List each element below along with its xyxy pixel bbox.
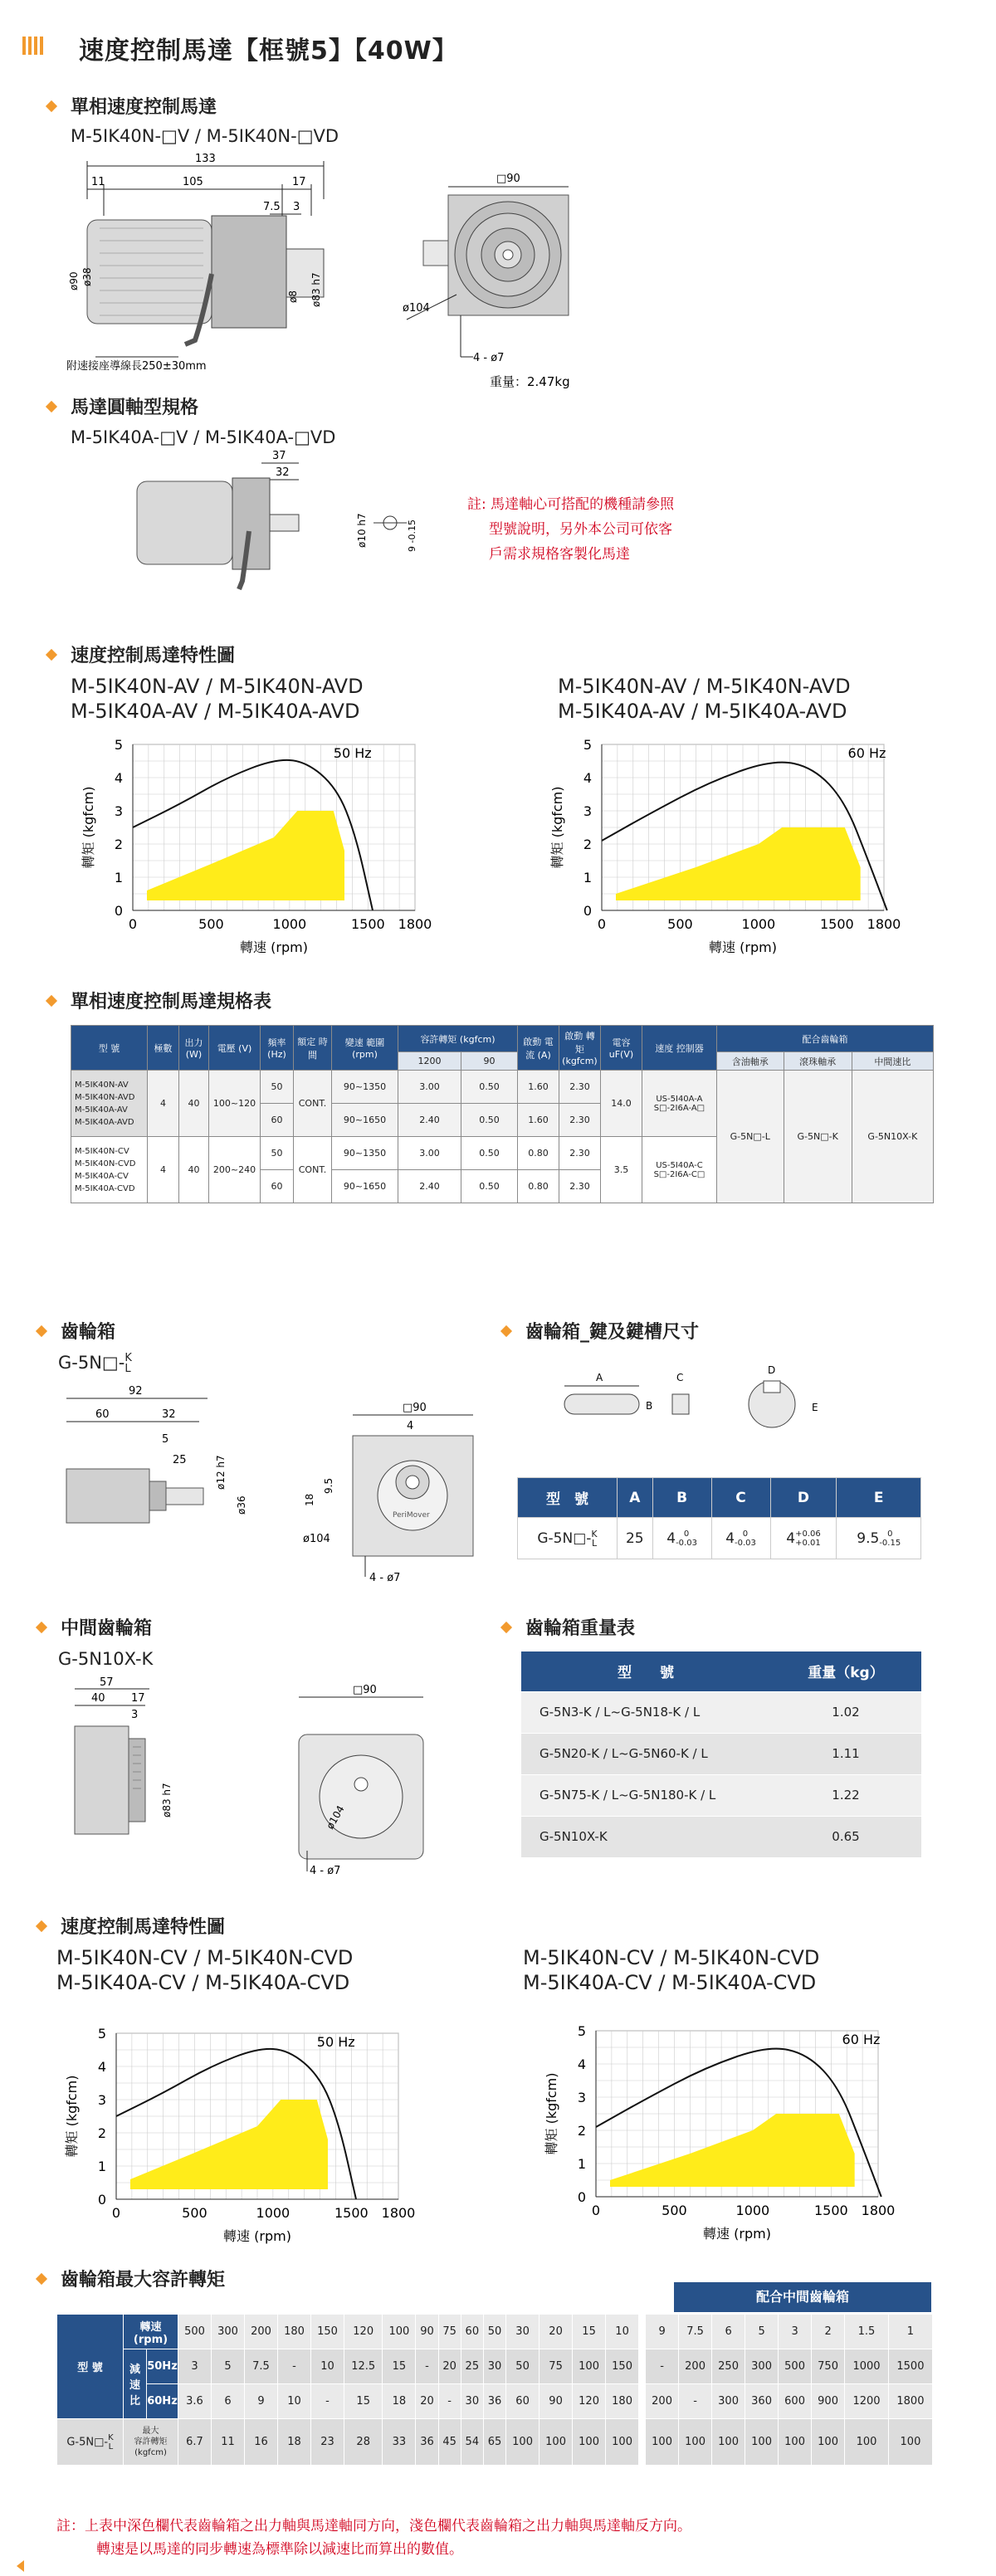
- torque-60hz-cell: 30: [461, 2384, 483, 2419]
- torque-mid-rpm-cell: 3: [779, 2315, 812, 2349]
- section-title-round-shaft: 馬達圓軸型規格: [47, 393, 198, 419]
- torque-rpm-cell: 90: [416, 2315, 438, 2349]
- torque-max-cell: 11: [212, 2419, 245, 2466]
- torque-mid-rpm-cell: 7.5: [679, 2315, 712, 2349]
- dim-133: 133: [195, 153, 216, 165]
- dim-57: 57: [100, 1676, 114, 1689]
- torque-mid-60hz-cell: 1200: [845, 2384, 889, 2419]
- dim-11: 11: [91, 176, 105, 188]
- torque-60hz-cell: 90: [540, 2384, 573, 2419]
- footnote: 註：上表中深色欄代表齒輪箱之出力軸與馬達軸同方向，淺色欄代表齒輪箱之出力軸與馬達軸反方向。 轉速是以馬達的同步轉速為標準除以減速比而算出的數值。: [56, 2518, 691, 2558]
- spec-header-controller: 速度 控制器: [642, 1026, 716, 1071]
- torque-60hz-cell: 60: [506, 2384, 540, 2419]
- x-tick-label: 1500: [334, 2205, 369, 2221]
- spec-row: 60 90~1650 2.40 0.50 0.80 2.30: [71, 1170, 934, 1203]
- dim-105: 105: [183, 176, 203, 188]
- torque-max-cell: 33: [383, 2419, 416, 2466]
- torque-50hz-cell: 150: [606, 2349, 639, 2384]
- torque-60hz-label: 60Hz: [147, 2384, 178, 2419]
- torque-speed-label: 轉速 (rpm): [124, 2315, 178, 2349]
- torque-rpm-cell: 500: [178, 2315, 212, 2349]
- y-tick-label: 5: [97, 2026, 106, 2042]
- section-title-characteristic: 速度控制馬達特性圖: [47, 642, 235, 667]
- key-label-c: C: [676, 1372, 684, 1383]
- weight-row: G-5N10X-K 0.65: [521, 1816, 921, 1857]
- dim-4: 4: [407, 1420, 414, 1432]
- y-tick-label: 1: [97, 2159, 106, 2174]
- torque-max-cell: 45: [438, 2419, 461, 2466]
- mid-gearbox-front-drawing: [278, 1685, 469, 1876]
- spec-subheader-90: 90: [461, 1052, 517, 1071]
- key-label-e: E: [812, 1402, 818, 1413]
- x-tick-label: 1000: [256, 2205, 290, 2221]
- dim-phi90: ø90: [68, 271, 80, 290]
- dim-60: 60: [95, 1408, 110, 1421]
- torque-60hz-cell: 9: [245, 2384, 278, 2419]
- diamond-bullet-icon: [500, 1622, 512, 1633]
- spec-header-cap: 電容 uF(V): [600, 1026, 642, 1071]
- spec-header-power: 出力 (W): [179, 1026, 209, 1071]
- y-tick-label: 5: [583, 737, 592, 753]
- dim-phi83m: ø83 h7: [161, 1783, 173, 1817]
- y-axis-label: 轉矩 (kgfcm): [544, 2072, 559, 2155]
- torque-50hz-cell: 15: [383, 2349, 416, 2384]
- torque-spacer: [639, 2315, 646, 2466]
- model-line-2: M-5IK40A-□V / M-5IK40A-□VD: [71, 427, 336, 447]
- y-tick-label: 4: [97, 2059, 106, 2075]
- spec-row: 60 90~1650 2.40 0.50 1.60 2.30: [71, 1104, 934, 1137]
- x-tick-label: 1800: [398, 916, 432, 932]
- dim-phi36: ø36: [236, 1495, 247, 1515]
- y-tick-label: 3: [583, 803, 592, 819]
- torque-50hz-cell: -: [278, 2349, 311, 2384]
- chart4-models: M-5IK40N-CV / M-5IK40N-CVD M-5IK40A-CV / M-5IK40A-CVD: [523, 1946, 820, 1994]
- dim-32g: 32: [162, 1408, 176, 1421]
- y-tick-label: 1: [114, 870, 123, 886]
- torque-max-cell: 54: [461, 2419, 483, 2466]
- dim-32: 32: [276, 466, 290, 479]
- torque-max-cell: 100: [573, 2419, 606, 2466]
- x-tick-label: 500: [182, 2205, 208, 2221]
- torque-60hz-cell: 36: [483, 2384, 505, 2419]
- spec-header-freq: 頻率 (Hz): [261, 1026, 294, 1071]
- torque-50hz-cell: 30: [483, 2349, 505, 2384]
- x-tick-label: 0: [128, 916, 138, 932]
- torque-mid-60hz-cell: 600: [779, 2384, 812, 2419]
- weight-row: G-5N20-K / L~G-5N60-K / L 1.11: [521, 1733, 921, 1774]
- torque-60hz-cell: 18: [383, 2384, 416, 2419]
- torque-rpm-cell: 15: [573, 2315, 606, 2349]
- torque-max-cell: 28: [344, 2419, 383, 2466]
- y-tick-label: 0: [114, 903, 123, 919]
- torque-mid-60hz-cell: 300: [712, 2384, 745, 2419]
- torque-mid-60hz-cell: 360: [745, 2384, 779, 2419]
- torque-max-cell: 65: [483, 2419, 505, 2466]
- torque-mid-rpm-cell: 1.5: [845, 2315, 889, 2349]
- torque-chart-50hz-c: [58, 2023, 423, 2256]
- spec-header-model: 型 號: [71, 1026, 148, 1071]
- dim-40: 40: [91, 1692, 105, 1705]
- torque-max-cell: 16: [245, 2419, 278, 2466]
- section-title-key: 齒輪箱_鍵及鍵槽尺寸: [502, 1318, 699, 1344]
- torque-50hz-cell: 25: [461, 2349, 483, 2384]
- torque-50hz-cell: 3: [178, 2349, 212, 2384]
- torque-mid-max-cell: 100: [845, 2419, 889, 2466]
- dim-phi83: ø83 h7: [310, 272, 322, 307]
- frequency-label: 50 Hz: [316, 2034, 355, 2050]
- torque-mid-max-cell: 100: [679, 2419, 712, 2466]
- weight-row: G-5N3-K / L~G-5N18-K / L 1.02: [521, 1691, 921, 1733]
- torque-60hz-cell: 180: [606, 2384, 639, 2419]
- x-axis-label: 轉速 (rpm): [223, 2228, 291, 2244]
- torque-mid-max-cell: 100: [646, 2419, 679, 2466]
- torque-rpm-cell: 50: [483, 2315, 505, 2349]
- section-title-single-phase: 單相速度控制馬達: [47, 93, 217, 119]
- spec-table: [71, 1025, 934, 1203]
- spec-subheader-oil: 含油軸承: [716, 1052, 784, 1071]
- torque-50hz-cell: 20: [438, 2349, 461, 2384]
- x-tick-label: 1000: [741, 916, 776, 932]
- frequency-label: 50 Hz: [333, 745, 372, 761]
- torque-max-label: 最大 容許轉矩 (kgfcm): [124, 2419, 178, 2466]
- torque-rpm-cell: 60: [461, 2315, 483, 2349]
- torque-50hz-cell: 75: [540, 2349, 573, 2384]
- torque-mid-rpm-cell: 5: [745, 2315, 779, 2349]
- gearbox-brand: PeriMover: [393, 1511, 430, 1520]
- spec-header-gearbox: 配合齒輪箱: [716, 1026, 933, 1052]
- x-axis-label: 轉速 (rpm): [240, 939, 308, 955]
- dim-5: 5: [162, 1433, 169, 1446]
- x-tick-label: 0: [111, 2205, 121, 2221]
- x-tick-label: 0: [597, 916, 607, 932]
- title-accent-bars: [22, 37, 56, 55]
- y-tick-label: 4: [583, 770, 592, 786]
- y-tick-label: 3: [97, 2092, 106, 2108]
- x-tick-label: 1000: [735, 2203, 770, 2218]
- torque-rpm-cell: 10: [606, 2315, 639, 2349]
- torque-mid-50hz-cell: 500: [779, 2349, 812, 2384]
- dim-sq90g: □90: [403, 1402, 427, 1414]
- torque-rpm-cell: 20: [540, 2315, 573, 2349]
- torque-mid-50hz-cell: 1000: [845, 2349, 889, 2384]
- x-axis-label: 轉速 (rpm): [709, 939, 777, 955]
- chart3-models: M-5IK40N-CV / M-5IK40N-CVD M-5IK40A-CV / M-5IK40A-CVD: [56, 1946, 354, 1994]
- diamond-bullet-icon: [500, 1325, 512, 1337]
- x-tick-label: 500: [662, 2203, 687, 2218]
- x-tick-label: 1500: [813, 2203, 848, 2218]
- y-tick-label: 0: [577, 2189, 586, 2205]
- key-label-d: D: [768, 1364, 776, 1376]
- key-row: G-5N□-K L 25 4 0 -0.03 4 0 -0.03 4+0.06 +0.01 9.5 0 -0.15: [518, 1518, 921, 1559]
- diamond-bullet-icon: [46, 100, 57, 112]
- torque-mid-50hz-cell: 300: [745, 2349, 779, 2384]
- key-drawings: [548, 1361, 896, 1452]
- spec-header-rated: 額定 時間: [294, 1026, 332, 1071]
- y-tick-label: 1: [583, 870, 592, 886]
- diamond-bullet-icon: [36, 1325, 47, 1337]
- dim-3m: 3: [131, 1709, 139, 1721]
- torque-60hz-cell: 3.6: [178, 2384, 212, 2419]
- torque-mid-60hz-cell: 200: [646, 2384, 679, 2419]
- key-label-a: A: [596, 1372, 603, 1383]
- torque-mid-max-cell: 100: [712, 2419, 745, 2466]
- torque-max-cell: 23: [311, 2419, 344, 2466]
- torque-50hz-cell: 5: [212, 2349, 245, 2384]
- x-tick-label: 1500: [350, 916, 385, 932]
- torque-rpm-cell: 200: [245, 2315, 278, 2349]
- key-table: 型 號 A B C D E G-5N□-K L 25 4 0 -0.03 4 0 -0.03 4+0.06 +0.01 9.5 0 -0.15: [517, 1477, 921, 1559]
- dim-holes-g: 4 - ø7: [369, 1572, 401, 1584]
- section-title-characteristic-2: 速度控制馬達特性圖: [37, 1913, 225, 1939]
- y-tick-label: 0: [97, 2192, 106, 2208]
- frequency-label: 60 Hz: [842, 2032, 881, 2047]
- torque-mid-60hz-cell: -: [679, 2384, 712, 2419]
- mid-gear-header: 配合中間齒輪箱: [674, 2282, 931, 2312]
- x-tick-label: 1500: [819, 916, 854, 932]
- dim-shaft-tol: 9 -0.15: [407, 520, 417, 552]
- torque-max-cell: 18: [278, 2419, 311, 2466]
- dim-sq90: □90: [496, 173, 520, 185]
- gearbox-side-drawing: [58, 1382, 249, 1523]
- shaft-note: 註: 馬達軸心可搭配的機種請參照 型號說明，另外本公司可依客 戶需求規格客製化馬達: [467, 496, 675, 563]
- section-title-weight: 齒輪箱重量表: [502, 1614, 635, 1640]
- x-tick-label: 1000: [272, 916, 307, 932]
- torque-50hz-cell: -: [416, 2349, 438, 2384]
- key-label-b: B: [646, 1400, 653, 1412]
- y-tick-label: 5: [577, 2023, 586, 2039]
- torque-60hz-cell: 15: [344, 2384, 383, 2419]
- torque-mid-max-cell: 100: [812, 2419, 845, 2466]
- spec-subheader-1200: 1200: [398, 1052, 461, 1071]
- torque-60hz-cell: -: [438, 2384, 461, 2419]
- torque-ratio-label: 減 速 比: [124, 2349, 147, 2419]
- dim-phi38: ø38: [81, 267, 93, 286]
- section-title-mid-gearbox: 中間齒輪箱: [37, 1614, 152, 1640]
- dim-37: 37: [272, 450, 286, 462]
- torque-max-cell: 100: [606, 2419, 639, 2466]
- torque-rpm-cell: 180: [278, 2315, 311, 2349]
- dim-92: 92: [129, 1385, 143, 1398]
- x-tick-label: 500: [667, 916, 693, 932]
- torque-table: [56, 2314, 933, 2466]
- torque-rpm-cell: 120: [344, 2315, 383, 2349]
- torque-rpm-cell: 300: [212, 2315, 245, 2349]
- torque-row-60hz: [57, 2384, 933, 2419]
- y-tick-label: 2: [97, 2125, 106, 2141]
- page-prev-arrow-icon[interactable]: [17, 2560, 24, 2572]
- diamond-bullet-icon: [36, 1622, 47, 1633]
- dim-17m: 17: [131, 1692, 145, 1705]
- dim-phi104g: ø104: [303, 1533, 330, 1545]
- motor-front-drawing: [390, 162, 598, 394]
- y-tick-label: 1: [577, 2156, 586, 2172]
- torque-chart-60hz-c: [538, 2021, 903, 2253]
- y-tick-label: 2: [583, 837, 592, 852]
- x-tick-label: 1800: [867, 916, 901, 932]
- torque-60hz-cell: 6: [212, 2384, 245, 2419]
- dim-holes-m: 4 - ø7: [310, 1865, 341, 1877]
- y-tick-label: 0: [583, 903, 592, 919]
- torque-mid-rpm-cell: 6: [712, 2315, 745, 2349]
- y-tick-label: 2: [114, 837, 123, 852]
- torque-50hz-cell: 12.5: [344, 2349, 383, 2384]
- x-axis-label: 轉速 (rpm): [703, 2226, 771, 2242]
- x-tick-label: 0: [591, 2203, 601, 2218]
- section-title-spec: 單相速度控制馬達規格表: [47, 988, 271, 1013]
- dim-18: 18: [304, 1493, 315, 1506]
- torque-mid-50hz-cell: 250: [712, 2349, 745, 2384]
- spec-subheader-mid: 中間速比: [852, 1052, 933, 1071]
- spec-header-torque: 容許轉矩 (kgfcm): [398, 1026, 518, 1052]
- dim-phi104: ø104: [403, 302, 430, 315]
- diamond-bullet-icon: [36, 2273, 47, 2285]
- page-title: 速度控制馬達【框號5】【40W】: [79, 37, 458, 66]
- torque-60hz-cell: 20: [416, 2384, 438, 2419]
- x-tick-label: 1800: [381, 2205, 416, 2221]
- torque-60hz-cell: 120: [573, 2384, 606, 2419]
- torque-50hz-cell: 7.5: [245, 2349, 278, 2384]
- section-title-gearbox: 齒輪箱: [37, 1318, 115, 1344]
- x-tick-label: 500: [198, 916, 224, 932]
- lead-wire-note: 附速接座導線長250±30mm: [66, 360, 207, 373]
- torque-mid-60hz-cell: 1800: [888, 2384, 932, 2419]
- torque-mid-max-cell: 100: [888, 2419, 932, 2466]
- motor-side-drawing: [66, 149, 336, 382]
- dim-phi10: ø10 h7: [356, 513, 368, 548]
- torque-mid-max-cell: 100: [745, 2419, 779, 2466]
- y-tick-label: 3: [114, 803, 123, 819]
- diamond-bullet-icon: [46, 401, 57, 412]
- torque-50hz-cell: 10: [311, 2349, 344, 2384]
- torque-row-rpm: [57, 2315, 933, 2349]
- torque-rpm-cell: 30: [506, 2315, 540, 2349]
- dim-3: 3: [293, 201, 300, 213]
- torque-mid-max-cell: 100: [779, 2419, 812, 2466]
- torque-mid-50hz-cell: 1500: [888, 2349, 932, 2384]
- weight-row: G-5N75-K / L~G-5N180-K / L 1.22: [521, 1774, 921, 1816]
- spec-header-range: 變速 範圍 (rpm): [332, 1026, 398, 1071]
- torque-max-cell: 100: [506, 2419, 540, 2466]
- y-axis-label: 轉矩 (kgfcm): [64, 2075, 80, 2158]
- torque-chart-50hz-a: [75, 734, 440, 967]
- mid-gearbox-side-drawing: [66, 1676, 199, 1842]
- y-axis-label: 轉矩 (kgfcm): [549, 786, 565, 869]
- weight-label: 重量：2.47kg: [490, 374, 570, 389]
- y-tick-label: 5: [114, 737, 123, 753]
- torque-chart-60hz-a: [544, 734, 909, 967]
- dim-holes: 4 - ø7: [473, 352, 505, 364]
- y-axis-label: 轉矩 (kgfcm): [81, 786, 96, 869]
- torque-mid-rpm-cell: 1: [888, 2315, 932, 2349]
- torque-rpm-cell: 100: [383, 2315, 416, 2349]
- torque-mid-50hz-cell: -: [646, 2349, 679, 2384]
- section-title-torque-table: 齒輪箱最大容許轉矩: [37, 2266, 225, 2291]
- torque-50hz-cell: 50: [506, 2349, 540, 2384]
- dim-25: 25: [173, 1454, 187, 1466]
- model-line-1: M-5IK40N-□V / M-5IK40N-□VD: [71, 126, 339, 146]
- torque-row-50hz: [57, 2349, 933, 2384]
- y-tick-label: 2: [577, 2123, 586, 2139]
- gearbox-model: G-5N□-K L: [58, 1352, 132, 1375]
- round-shaft-drawing: [124, 448, 315, 606]
- spec-header-current: 啟動 電流 (A): [517, 1026, 559, 1071]
- torque-mid-rpm-cell: 2: [812, 2315, 845, 2349]
- torque-50hz-cell: 100: [573, 2349, 606, 2384]
- y-tick-label: 4: [114, 770, 123, 786]
- spec-subheader-ball: 滾珠軸承: [784, 1052, 852, 1071]
- dim-17: 17: [292, 176, 306, 188]
- mid-gearbox-model: G-5N10X-K: [58, 1649, 154, 1669]
- torque-rpm-cell: 150: [311, 2315, 344, 2349]
- dim-sq90m: □90: [353, 1684, 377, 1696]
- spec-header-poles: 極數: [148, 1026, 179, 1071]
- torque-mid-50hz-cell: 200: [679, 2349, 712, 2384]
- frequency-label: 60 Hz: [847, 745, 886, 761]
- weight-table: 型 號 重量（kg） G-5N3-K / L~G-5N18-K / L 1.02 G-5N20-K / L~G-5N60-K / L 1.11 G-5N75-K / L~G-5N180-K / L 1.22 G-5N10X-K 0.65: [521, 1651, 921, 1858]
- torque-60hz-cell: -: [311, 2384, 344, 2419]
- diamond-bullet-icon: [46, 995, 57, 1007]
- torque-60hz-cell: 10: [278, 2384, 311, 2419]
- y-tick-label: 4: [577, 2056, 586, 2072]
- diamond-bullet-icon: [46, 649, 57, 661]
- torque-max-cell: 6.7: [178, 2419, 212, 2466]
- torque-rpm-cell: 75: [438, 2315, 461, 2349]
- torque-model-label: 型 號: [57, 2315, 124, 2419]
- dim-phi8: ø8: [287, 290, 299, 303]
- torque-mid-60hz-cell: 900: [812, 2384, 845, 2419]
- dim-phi12: ø12 h7: [215, 1455, 227, 1490]
- torque-max-cell: 36: [416, 2419, 438, 2466]
- spec-header-start-torque: 啟動 轉矩 (kgfcm): [559, 1026, 600, 1071]
- torque-model-cell: G-5N□-K L: [57, 2419, 124, 2466]
- torque-mid-50hz-cell: 750: [812, 2349, 845, 2384]
- chart1-models: M-5IK40N-AV / M-5IK40N-AVD M-5IK40A-AV / M-5IK40A-AVD: [71, 675, 364, 723]
- spec-row: M-5IK40N-AV M-5IK40N-AVD M-5IK40A-AV M-5IK40A-AVD 4 40 100~120 50 CONT. 90~1350 3.00 0.50 1.60 2.30 14.0 US-5I40A-A S□-2I6A-A□ G-5N□-L G-5N□-K G-5N10X-K: [71, 1071, 934, 1104]
- dim-phi104m: ø104: [324, 1803, 347, 1832]
- torque-row-max: [57, 2419, 933, 2466]
- gearbox-front-drawing: [295, 1403, 502, 1593]
- dim-9-5: 9.5: [323, 1477, 334, 1494]
- torque-50hz-label: 50Hz: [147, 2349, 178, 2384]
- torque-max-cell: 100: [540, 2419, 573, 2466]
- chart2-models: M-5IK40N-AV / M-5IK40N-AVD M-5IK40A-AV / M-5IK40A-AVD: [558, 675, 851, 723]
- shaft-section-drawing: [357, 490, 456, 564]
- spec-row: M-5IK40N-CV M-5IK40N-CVD M-5IK40A-CV M-5IK40A-CVD 4 40 200~240 50 CONT. 90~1350 3.00 0.50 0.80 2.30 3.5 US-5I40A-C S□-2I6A-C□: [71, 1137, 934, 1170]
- torque-mid-rpm-cell: 9: [646, 2315, 679, 2349]
- diamond-bullet-icon: [36, 1920, 47, 1932]
- x-tick-label: 1800: [861, 2203, 896, 2218]
- y-tick-label: 3: [577, 2090, 586, 2105]
- dim-7-5: 7.5: [263, 201, 281, 213]
- spec-header-voltage: 電壓 (V): [209, 1026, 261, 1071]
